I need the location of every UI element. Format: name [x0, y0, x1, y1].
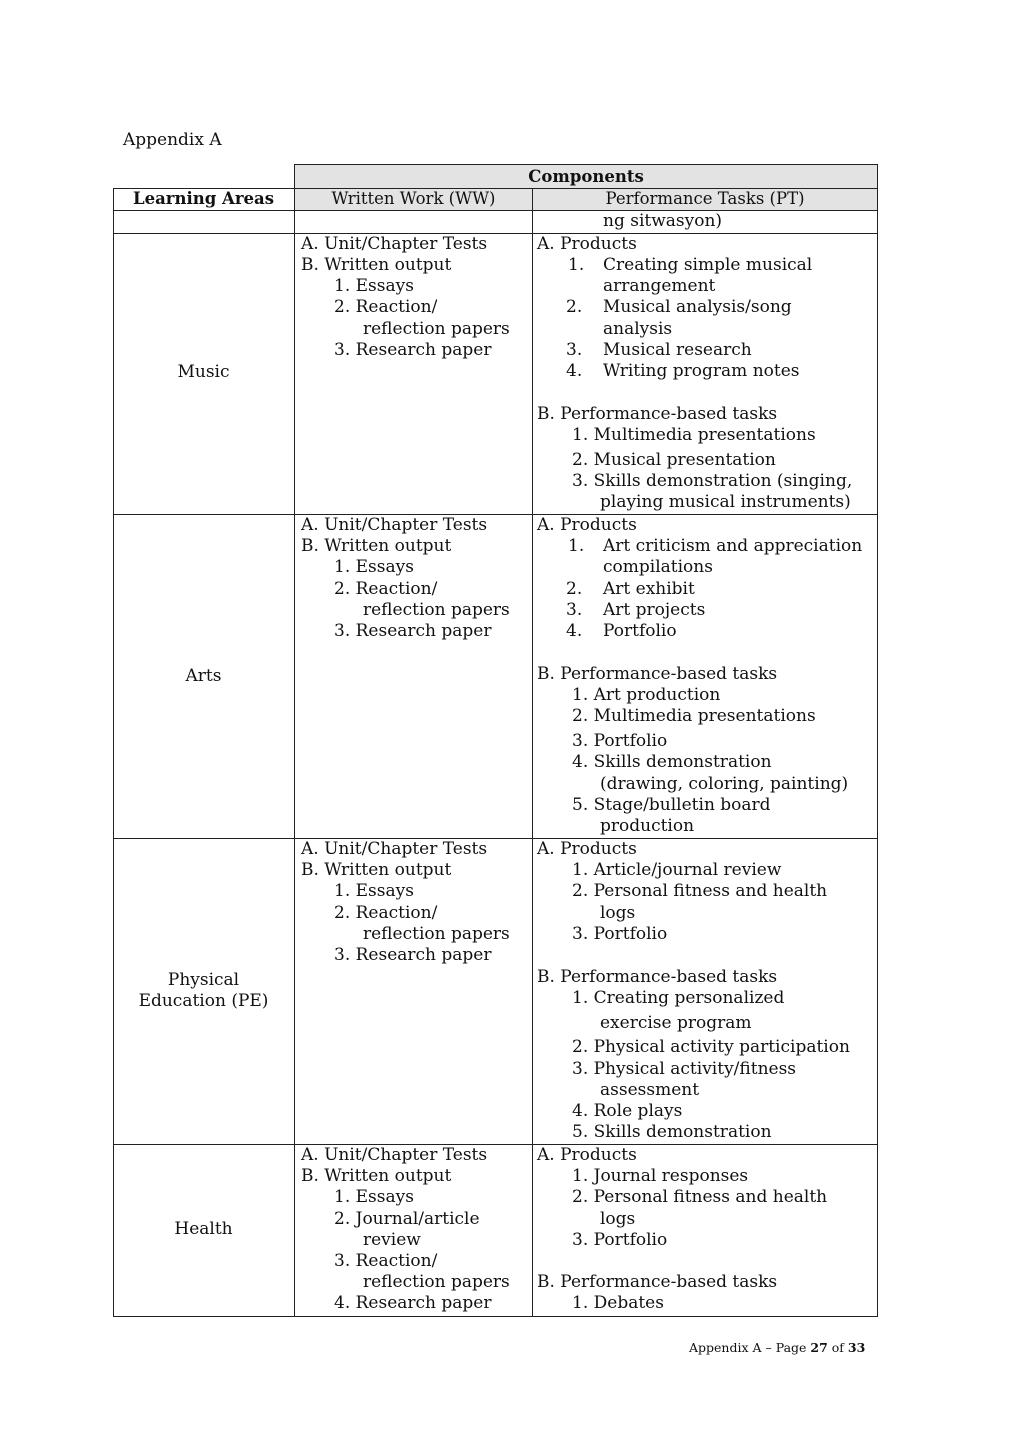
health-ww-item: review [363, 1230, 421, 1250]
page-heading: Appendix A [123, 130, 222, 150]
music-pt-item: arrangement [603, 276, 716, 296]
music-ww-item: B. Written output [301, 255, 452, 275]
learning-areas-header: Learning Areas [133, 189, 274, 208]
arts-ww-item: B. Written output [301, 536, 452, 556]
arts-pt-item: 2. Multimedia presentations [572, 706, 816, 726]
arts-pt-item: Art projects [603, 600, 706, 620]
arts-pt-item: 3. Portfolio [572, 731, 668, 751]
pe-pt-item: exercise program [600, 1013, 752, 1033]
arts-ww-item: 2. Reaction/ [334, 579, 438, 599]
written-work-header: Written Work (WW) [331, 189, 496, 208]
health-ww-item: B. Written output [301, 1166, 452, 1186]
health-ww-item: A. Unit/Chapter Tests [301, 1145, 488, 1165]
table-border-right [877, 164, 878, 1317]
arts-pt-item: B. Performance-based tasks [537, 664, 778, 684]
health-ww-item: 2. Journal/article [334, 1209, 480, 1229]
table-line-continuation-bottom [113, 233, 878, 234]
music-pt-item: analysis [603, 319, 673, 339]
music-pt-num: 4. [566, 361, 583, 381]
health-pt-item: 3. Portfolio [572, 1230, 668, 1250]
music-ww-item: 2. Reaction/ [334, 297, 438, 317]
pt-continuation-text: ng sitwasyon) [603, 211, 723, 231]
arts-ww-item: 3. Research paper [334, 621, 492, 641]
page-footer [689, 1340, 865, 1355]
pe-pt-item: 1. Article/journal review [572, 860, 782, 880]
music-pt-item: Musical analysis/song [603, 297, 792, 317]
table-line-arts-bottom [113, 838, 878, 839]
pe-ww-item: B. Written output [301, 860, 452, 880]
pe-pt-item: logs [600, 903, 636, 923]
table-line-area-ww [294, 164, 295, 1317]
table-border-left [113, 188, 114, 1317]
area-pe-line1: Physical [167, 970, 240, 990]
arts-pt-item: 4. Skills demonstration [572, 752, 772, 772]
music-pt-item: Musical research [603, 340, 752, 360]
arts-pt-num: 2. [566, 579, 583, 599]
health-pt-item: B. Performance-based tasks [537, 1272, 778, 1292]
pe-ww-item: 3. Research paper [334, 945, 492, 965]
music-pt-item: B. Performance-based tasks [537, 404, 778, 424]
pe-pt-item: 3. Physical activity/fitness [572, 1059, 797, 1079]
pe-ww-item: 2. Reaction/ [334, 903, 438, 923]
music-pt-num: 1. [568, 255, 585, 275]
arts-pt-item: Art criticism and appreciation [603, 536, 863, 556]
arts-pt-item: 5. Stage/bulletin board [572, 795, 771, 815]
pe-ww-item: 1. Essays [334, 881, 414, 901]
arts-pt-item: compilations [603, 557, 713, 577]
footer-prefix: Appendix A – Page [689, 1340, 811, 1355]
pe-ww-item: A. Unit/Chapter Tests [301, 839, 488, 859]
music-pt-num: 2. [566, 297, 583, 317]
health-ww-item: reflection papers [363, 1272, 510, 1292]
music-ww-item: reflection papers [363, 319, 510, 339]
music-pt-item: Creating simple musical [603, 255, 813, 275]
music-pt-item: Writing program notes [603, 361, 800, 381]
arts-pt-item: (drawing, coloring, painting) [600, 774, 849, 794]
area-arts: Arts [185, 666, 222, 686]
arts-pt-item: Art exhibit [603, 579, 695, 599]
health-pt-item: 1. Debates [572, 1293, 664, 1313]
area-health: Health [174, 1219, 233, 1239]
arts-pt-item: A. Products [537, 515, 637, 535]
music-pt-item: 2. Musical presentation [572, 450, 776, 470]
components-header: Components [528, 167, 644, 186]
music-ww-item: 1. Essays [334, 276, 414, 296]
area-pe-line2: Education (PE) [138, 991, 269, 1011]
music-ww-item: 3. Research paper [334, 340, 492, 360]
music-pt-item: A. Products [537, 234, 637, 254]
arts-pt-item: 1. Art production [572, 685, 721, 705]
pe-pt-item: 2. Physical activity participation [572, 1037, 850, 1057]
music-ww-item: A. Unit/Chapter Tests [301, 234, 488, 254]
pe-pt-item: A. Products [537, 839, 637, 859]
pe-pt-item: B. Performance-based tasks [537, 967, 778, 987]
pe-pt-item: 3. Portfolio [572, 924, 668, 944]
music-pt-num: 3. [566, 340, 583, 360]
arts-pt-item: Portfolio [603, 621, 677, 641]
pe-pt-item: assessment [600, 1080, 700, 1100]
music-pt-item: 1. Multimedia presentations [572, 425, 816, 445]
table-border-bottom [113, 1316, 878, 1317]
pe-ww-item: reflection papers [363, 924, 510, 944]
arts-pt-num: 1. [568, 536, 585, 556]
health-ww-item: 4. Research paper [334, 1293, 492, 1313]
area-music: Music [177, 362, 230, 382]
music-pt-item: 3. Skills demonstration (singing, [572, 471, 853, 491]
health-ww-item: 1. Essays [334, 1187, 414, 1207]
health-pt-item: 1. Journal responses [572, 1166, 749, 1186]
pe-pt-item: 2. Personal fitness and health [572, 881, 828, 901]
table-line-music-bottom [113, 514, 878, 515]
music-pt-item: playing musical instruments) [600, 492, 851, 512]
arts-pt-num: 3. [566, 600, 583, 620]
footer-of: of [827, 1340, 848, 1355]
table-line-header-bottom [113, 210, 878, 211]
pe-pt-item: 4. Role plays [572, 1101, 683, 1121]
health-pt-item: logs [600, 1209, 636, 1229]
performance-tasks-header: Performance Tasks (PT) [605, 189, 805, 208]
health-ww-item: 3. Reaction/ [334, 1251, 438, 1271]
table-border-top [294, 164, 878, 165]
health-pt-item: A. Products [537, 1145, 637, 1165]
footer-page-number: 27 [810, 1340, 828, 1355]
table-line-ww-pt [532, 188, 533, 1317]
arts-pt-num: 4. [566, 621, 583, 641]
pe-pt-item: 5. Skills demonstration [572, 1122, 772, 1142]
arts-pt-item: production [600, 816, 695, 836]
arts-ww-item: reflection papers [363, 600, 510, 620]
health-pt-item: 2. Personal fitness and health [572, 1187, 828, 1207]
pe-pt-item: 1. Creating personalized [572, 988, 785, 1008]
footer-total-pages: 33 [847, 1340, 866, 1355]
table-line-pe-bottom [113, 1144, 878, 1145]
arts-ww-item: 1. Essays [334, 557, 414, 577]
arts-ww-item: A. Unit/Chapter Tests [301, 515, 488, 535]
